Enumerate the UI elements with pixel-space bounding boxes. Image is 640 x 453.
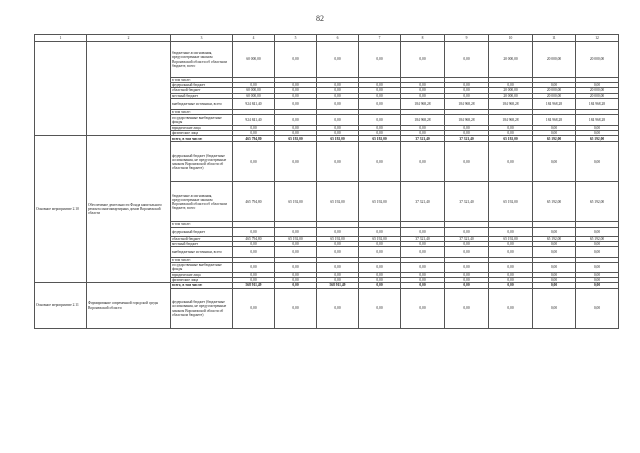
amount-cell: 0,00: [533, 277, 576, 282]
amount-cell: 0,00: [317, 115, 359, 126]
amount-cell: 184 968,28: [489, 98, 533, 109]
amount-cell: 0,00: [533, 131, 576, 136]
amount-cell: 0,00: [533, 126, 576, 131]
column-header: 9: [445, 35, 489, 42]
amount-cell: 0,00: [275, 126, 317, 131]
amount-cell: 0,00: [359, 241, 401, 246]
amount-cell: 184 968,28: [401, 98, 445, 109]
amount-cell: 568 911,49: [233, 283, 275, 289]
amount-cell: 0,00: [359, 83, 401, 88]
amount-cell: 0,00: [275, 98, 317, 109]
funding-source-cell: в том числе:: [171, 258, 233, 263]
amount-cell: 0,00: [576, 131, 619, 136]
amount-cell: 0,00: [445, 227, 489, 236]
amount-cell: 65 192,00: [489, 136, 533, 142]
amount-cell: 37 321,40: [445, 182, 489, 222]
amount-cell: 0,00: [275, 277, 317, 282]
amount-cell: 65 192,00: [317, 182, 359, 222]
amount-cell: 65 192,00: [533, 236, 576, 241]
amount-cell: 0,00: [533, 83, 576, 88]
amount-cell: 0,00: [359, 272, 401, 277]
amount-cell: 0,00: [275, 93, 317, 98]
amount-cell: 65 192,00: [275, 136, 317, 142]
amount-cell: 0,00: [359, 277, 401, 282]
amount-cell: 0,00: [359, 131, 401, 136]
column-header: 7: [359, 35, 401, 42]
amount-cell: 0,00: [533, 289, 576, 329]
page-number: 82: [316, 14, 324, 23]
amount-cell: 0,00: [359, 263, 401, 272]
column-header: 2: [87, 35, 171, 42]
amount-cell: 0,00: [489, 83, 533, 88]
amount-cell: 0,00: [576, 277, 619, 282]
amount-cell: 0,00: [445, 272, 489, 277]
amount-cell: 0,00: [317, 263, 359, 272]
activity-label-cell: Основное мероприятие 2.11: [35, 283, 87, 329]
amount-cell: 0,00: [533, 227, 576, 236]
column-header: 8: [401, 35, 445, 42]
amount-cell: 37 321,40: [401, 236, 445, 241]
funding-source-cell: в том числе:: [171, 78, 233, 83]
amount-cell: 0,00: [576, 126, 619, 131]
amount-cell: 0,00: [233, 142, 275, 182]
funding-source-cell: в том числе:: [171, 109, 233, 114]
amount-cell: 568 911,49: [317, 283, 359, 289]
funding-source-cell: областной бюджет: [171, 236, 233, 241]
amount-cell: 0,00: [533, 283, 576, 289]
funding-source-cell: государственные внебюджетные фонды: [171, 263, 233, 272]
amount-cell: 0,00: [576, 247, 619, 258]
amount-cell: 0,00: [576, 227, 619, 236]
amount-cell: 0,00: [445, 142, 489, 182]
funding-source-cell: юридические лица: [171, 126, 233, 131]
amount-cell: 0,00: [533, 263, 576, 272]
amount-cell: 0,00: [233, 263, 275, 272]
amount-cell: 20 000,00: [533, 93, 576, 98]
amount-cell: 0,00: [445, 126, 489, 131]
amount-cell: 0,00: [401, 142, 445, 182]
amount-cell: 0,00: [401, 263, 445, 272]
amount-cell: 0,00: [359, 289, 401, 329]
amount-cell: 0,00: [233, 83, 275, 88]
amount-cell: 20 000,00: [576, 93, 619, 98]
activity-name-cell: [87, 42, 171, 136]
amount-cell: 184 968,28: [576, 98, 619, 109]
amount-cell: 0,00: [576, 241, 619, 246]
amount-cell: 0,00: [275, 115, 317, 126]
amount-cell: 0,00: [233, 272, 275, 277]
amount-cell: 0,00: [275, 88, 317, 93]
amount-cell: 65 192,00: [533, 136, 576, 142]
amount-cell: 0,00: [275, 289, 317, 329]
amount-cell: 0,00: [275, 142, 317, 182]
amount-cell: 0,00: [401, 272, 445, 277]
amount-cell: 0,00: [359, 283, 401, 289]
activity-label-cell: [35, 42, 87, 136]
amount-cell: 0,00: [401, 247, 445, 258]
funding-source-cell: бюджетные ассигнования, предусмотренные законом Воронежской области об областном бюджете, всего: [171, 42, 233, 78]
amount-cell: 65 192,00: [576, 136, 619, 142]
amount-cell: 0,00: [317, 126, 359, 131]
amount-cell: 65 192,00: [489, 182, 533, 222]
funding-source-cell: бюджетные ассигнования, предусмотренные законом Воронежской области об областном бюджете, всего: [171, 182, 233, 222]
amount-cell: 65 192,00: [359, 136, 401, 142]
column-header: 4: [233, 35, 275, 42]
amount-cell: 0,00: [489, 283, 533, 289]
amount-cell: 0,00: [576, 289, 619, 329]
amount-cell: 0,00: [233, 131, 275, 136]
amount-cell: 0,00: [489, 126, 533, 131]
amount-cell: 65 192,00: [533, 182, 576, 222]
amount-cell: 0,00: [275, 83, 317, 88]
amount-cell: 184 968,28: [401, 115, 445, 126]
amount-cell: 0,00: [533, 272, 576, 277]
amount-cell: 60 000,00: [233, 42, 275, 78]
amount-cell: 184 968,28: [533, 115, 576, 126]
amount-cell: 0,00: [317, 131, 359, 136]
funding-source-cell: внебюджетные источники, всего: [171, 98, 233, 109]
amount-cell: 0,00: [489, 272, 533, 277]
amount-cell: 37 321,40: [445, 136, 489, 142]
amount-cell: 0,00: [275, 42, 317, 78]
amount-cell: 184 968,28: [533, 98, 576, 109]
amount-cell: 0,00: [233, 227, 275, 236]
amount-cell: 0,00: [317, 247, 359, 258]
amount-cell: 65 192,00: [317, 236, 359, 241]
amount-cell: 0,00: [317, 93, 359, 98]
amount-cell: 0,00: [445, 42, 489, 78]
activity-name-cell: Обеспечение деятельности Фонда капитального ремонта многоквартирных домов Воронежской области: [87, 136, 171, 283]
amount-cell: 184 968,28: [489, 115, 533, 126]
amount-cell: 0,00: [489, 131, 533, 136]
amount-cell: 0,00: [359, 93, 401, 98]
amount-cell: 65 192,00: [275, 236, 317, 241]
amount-cell: 20 000,00: [576, 88, 619, 93]
amount-cell: 0,00: [359, 247, 401, 258]
amount-cell: 20 000,00: [533, 88, 576, 93]
amount-cell: 0,00: [533, 247, 576, 258]
amount-cell: 0,00: [576, 263, 619, 272]
column-header: 10: [489, 35, 533, 42]
amount-cell: 0,00: [401, 283, 445, 289]
funding-source-cell: федеральный бюджет: [171, 83, 233, 88]
funding-source-cell: местный бюджет: [171, 241, 233, 246]
amount-cell: 0,00: [359, 88, 401, 93]
amount-cell: 0,00: [401, 227, 445, 236]
amount-cell: 0,00: [445, 93, 489, 98]
amount-cell: 37 321,40: [401, 182, 445, 222]
funding-source-cell: внебюджетные источники, всего: [171, 247, 233, 258]
amount-cell: 0,00: [489, 241, 533, 246]
amount-cell: 0,00: [317, 83, 359, 88]
amount-cell: 0,00: [275, 272, 317, 277]
amount-cell: 20 000,00: [489, 88, 533, 93]
funding-source-cell: федеральный бюджет (бюджетные ассигнования, не предусмотренные законом Воронежской области об областном бюджете): [171, 142, 233, 182]
amount-cell: 0,00: [401, 83, 445, 88]
amount-cell: 0,00: [489, 289, 533, 329]
amount-cell: 0,00: [401, 93, 445, 98]
amount-cell: 0,00: [275, 131, 317, 136]
amount-cell: 0,00: [275, 283, 317, 289]
amount-cell: 0,00: [317, 241, 359, 246]
funding-source-cell: в том числе:: [171, 222, 233, 227]
amount-cell: 0,00: [317, 277, 359, 282]
amount-cell: 0,00: [275, 227, 317, 236]
amount-cell: 0,00: [275, 247, 317, 258]
amount-cell: 0,00: [359, 126, 401, 131]
amount-cell: 65 192,00: [576, 236, 619, 241]
amount-cell: 37 321,40: [401, 136, 445, 142]
amount-cell: 20 000,00: [489, 93, 533, 98]
funding-source-cell: всего, в том числе:: [171, 136, 233, 142]
amount-cell: 65 192,00: [489, 236, 533, 241]
amount-cell: 0,00: [401, 241, 445, 246]
funding-source-cell: физические лица: [171, 277, 233, 282]
amount-cell: 37 321,40: [445, 236, 489, 241]
amount-cell: 0,00: [533, 241, 576, 246]
amount-cell: 0,00: [445, 289, 489, 329]
amount-cell: 0,00: [576, 142, 619, 182]
amount-cell: 0,00: [275, 263, 317, 272]
amount-cell: 0,00: [533, 142, 576, 182]
amount-cell: 184 968,28: [576, 115, 619, 126]
amount-cell: 0,00: [317, 227, 359, 236]
amount-cell: 60 000,00: [233, 93, 275, 98]
funding-source-cell: юридические лица: [171, 272, 233, 277]
column-header: 5: [275, 35, 317, 42]
amount-cell: 0,00: [317, 289, 359, 329]
amount-cell: 0,00: [445, 247, 489, 258]
amount-cell: 924 841,40: [233, 98, 275, 109]
amount-cell: 20 000,00: [576, 42, 619, 78]
funding-source-cell: федеральный бюджет: [171, 227, 233, 236]
amount-cell: 0,00: [445, 283, 489, 289]
amount-cell: 0,00: [445, 263, 489, 272]
amount-cell: 65 192,00: [359, 236, 401, 241]
funding-source-cell: местный бюджет: [171, 93, 233, 98]
amount-cell: 0,00: [445, 83, 489, 88]
amount-cell: 465 794,80: [233, 182, 275, 222]
column-header: 1: [35, 35, 87, 42]
funding-source-cell: государственные внебюджетные фонды: [171, 115, 233, 126]
amount-cell: 0,00: [317, 98, 359, 109]
amount-cell: 0,00: [401, 289, 445, 329]
amount-cell: 0,00: [445, 241, 489, 246]
amount-cell: 65 192,00: [317, 136, 359, 142]
amount-cell: 0,00: [445, 277, 489, 282]
amount-cell: 0,00: [317, 272, 359, 277]
amount-cell: 0,00: [401, 126, 445, 131]
funding-source-cell: областной бюджет: [171, 88, 233, 93]
amount-cell: 0,00: [359, 115, 401, 126]
activity-label-cell: Основное мероприятие 2.10: [35, 136, 87, 283]
amount-cell: 0,00: [317, 142, 359, 182]
amount-cell: 0,00: [489, 227, 533, 236]
amount-cell: 0,00: [489, 277, 533, 282]
amount-cell: 0,00: [317, 88, 359, 93]
amount-cell: 0,00: [275, 241, 317, 246]
amount-cell: 0,00: [489, 142, 533, 182]
amount-cell: 0,00: [233, 277, 275, 282]
amount-cell: 0,00: [359, 98, 401, 109]
amount-cell: 0,00: [401, 131, 445, 136]
amount-cell: 65 192,00: [576, 182, 619, 222]
amount-cell: 0,00: [445, 131, 489, 136]
amount-cell: 65 192,00: [359, 182, 401, 222]
amount-cell: 0,00: [489, 247, 533, 258]
funding-source-cell: всего, в том числе:: [171, 283, 233, 289]
amount-cell: 0,00: [359, 142, 401, 182]
amount-cell: 0,00: [401, 88, 445, 93]
amount-cell: 0,00: [576, 283, 619, 289]
amount-cell: 20 000,00: [489, 42, 533, 78]
amount-cell: 0,00: [233, 289, 275, 329]
amount-cell: 0,00: [359, 42, 401, 78]
amount-cell: 465 794,80: [233, 236, 275, 241]
amount-cell: 0,00: [317, 42, 359, 78]
table-row: [35, 42, 619, 78]
column-header: 12: [576, 35, 619, 42]
amount-cell: 184 968,28: [445, 98, 489, 109]
column-header: 3: [171, 35, 233, 42]
funding-source-cell: физические лица: [171, 131, 233, 136]
header-row: [35, 35, 619, 42]
amount-cell: 60 000,00: [233, 88, 275, 93]
amount-cell: 0,00: [233, 126, 275, 131]
amount-cell: 465 794,80: [233, 136, 275, 142]
amount-cell: 0,00: [401, 277, 445, 282]
column-header: 6: [317, 35, 359, 42]
amount-cell: 924 841,40: [233, 115, 275, 126]
activity-name-cell: Формирование современной городской среды Воронежской области: [87, 283, 171, 329]
column-header: 11: [533, 35, 576, 42]
amount-cell: 65 192,00: [275, 182, 317, 222]
amount-cell: 0,00: [576, 83, 619, 88]
amount-cell: 0,00: [445, 88, 489, 93]
amount-cell: 0,00: [233, 247, 275, 258]
amount-cell: 0,00: [359, 227, 401, 236]
budget-table: [34, 34, 619, 329]
amount-cell: 0,00: [576, 272, 619, 277]
funding-source-cell: федеральный бюджет (бюджетные ассигнования, не предусмотренные законом Воронежской области об областном бюджете): [171, 289, 233, 329]
amount-cell: 0,00: [401, 42, 445, 78]
amount-cell: 0,00: [233, 241, 275, 246]
amount-cell: 20 000,00: [533, 42, 576, 78]
amount-cell: 0,00: [489, 263, 533, 272]
amount-cell: 184 968,28: [445, 115, 489, 126]
